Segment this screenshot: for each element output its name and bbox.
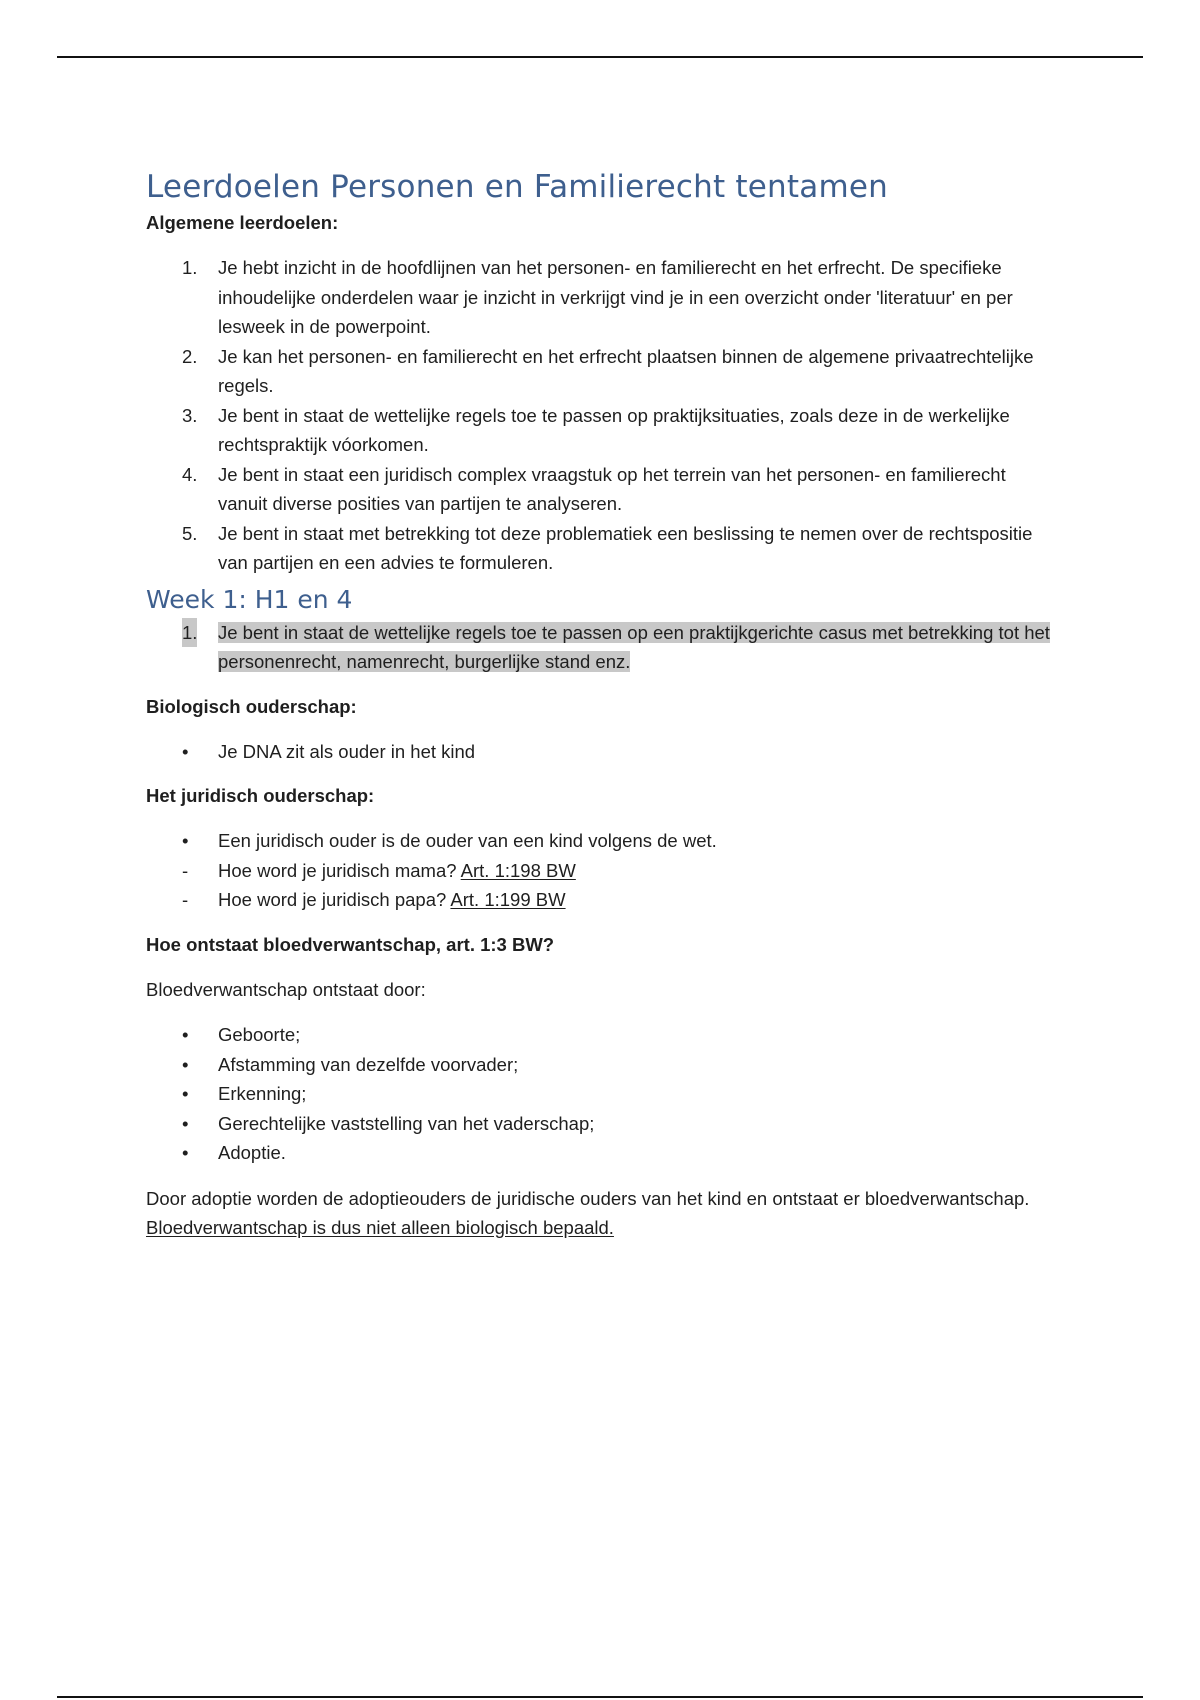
jur-heading: Het juridisch ouderschap:	[146, 785, 375, 806]
list-item: 1. Je hebt inzicht in de hoofdlijnen van het personen- en familierecht en het erfrecht. De specifieke inhoudelijke onderdelen waar je inzicht in verkrijgt vind je in een overzicht onder 'literatuur' en per lesweek in de powerpoint.	[182, 257, 1013, 337]
list-item: 3. Je bent in staat de wettelijke regels toe te passen op praktijksituaties, zoals deze in de werkelijke rechtspraktijk vóorkomen.	[182, 404, 1010, 455]
list-item: • Een juridisch ouder is de ouder van een kind volgens de wet.	[146, 826, 1056, 856]
jur-list	[146, 826, 1056, 915]
bullet-icon: •	[182, 1024, 189, 1045]
general-goals-list	[146, 253, 1056, 578]
article-reference: Art. 1:198 BW	[460, 859, 576, 881]
list-item: 5. Je bent in staat met betrekking tot deze problematiek een beslissing te nemen over de rechtspositie van partijen en een advies te formuleren.	[182, 522, 1033, 573]
list-item: - Hoe word je juridisch papa? Art. 1:199 BW	[146, 885, 1056, 915]
bullet-icon: •	[182, 830, 189, 851]
week1-heading: Week 1: H1 en 4	[146, 584, 353, 614]
bio-list	[146, 737, 1056, 767]
article-reference: Art. 1:199 BW	[450, 889, 566, 910]
list-item: • Je DNA zit als ouder in het kind	[146, 737, 1056, 767]
highlighted-goal: Je bent in staat de wettelijke regels toe te passen op een praktijkgerichte casus met betrekking tot het personenrecht, namenrecht, burgerlijke stand enz.	[218, 621, 1050, 672]
bio-heading: Biologisch ouderschap:	[146, 695, 357, 717]
list-item: • Afstamming van dezelfde voorvader;	[146, 1050, 1056, 1080]
page-title: Leerdoelen Personen en Familierecht tentamen	[146, 169, 888, 205]
blood-list	[146, 1020, 1056, 1168]
list-item: • Erkenning;	[146, 1079, 1056, 1109]
top-rule	[57, 56, 1143, 58]
list-item: • Geboorte;	[146, 1020, 1056, 1050]
bottom-rule	[57, 1696, 1143, 1698]
dash-icon: -	[182, 859, 189, 881]
bullet-icon: •	[182, 1142, 189, 1163]
list-item: - Hoe word je juridisch mama? Art. 1:198 BW	[146, 856, 1056, 886]
bullet-icon: •	[182, 1083, 189, 1104]
adoption-paragraph: Door adoptie worden de adoptieouders de juridische ouders van het kind en ontstaat er bloedverwantschap. Bloedverwantschap is dus niet alleen biologisch bepaald.	[146, 1187, 1030, 1238]
list-item: 4. Je bent in staat een juridisch complex vraagstuk op het terrein van het personen- en familierecht vanuit diverse posities van partijen te analyseren.	[182, 463, 1006, 514]
list-item: • Adoptie.	[146, 1138, 1056, 1168]
bullet-icon: •	[182, 1053, 189, 1075]
list-item: • Gerechtelijke vaststelling van het vaderschap;	[146, 1109, 1056, 1139]
bullet-icon: •	[182, 740, 189, 762]
blood-heading: Hoe ontstaat bloedverwantschap, art. 1:3 BW?	[146, 933, 555, 955]
underlined-conclusion: Bloedverwantschap is dus niet alleen biologisch bepaald.	[146, 1217, 614, 1238]
list-item: 1. Je bent in staat de wettelijke regels toe te passen op een praktijkgerichte casus met betrekking tot het personenrecht, namenrecht, burgerlijke stand enz.	[146, 618, 1056, 677]
blood-intro: Bloedverwantschap ontstaat door:	[146, 978, 426, 1000]
general-goals-heading: Algemene leerdoelen:	[146, 212, 339, 233]
dash-icon: -	[182, 889, 189, 910]
list-item: 2. Je kan het personen- en familierecht en het erfrecht plaatsen binnen de algemene privaatrechtelijke regels.	[182, 345, 1034, 396]
document-page	[146, 165, 1056, 1243]
bullet-icon: •	[182, 1112, 189, 1134]
week1-goals-list	[146, 618, 1056, 677]
